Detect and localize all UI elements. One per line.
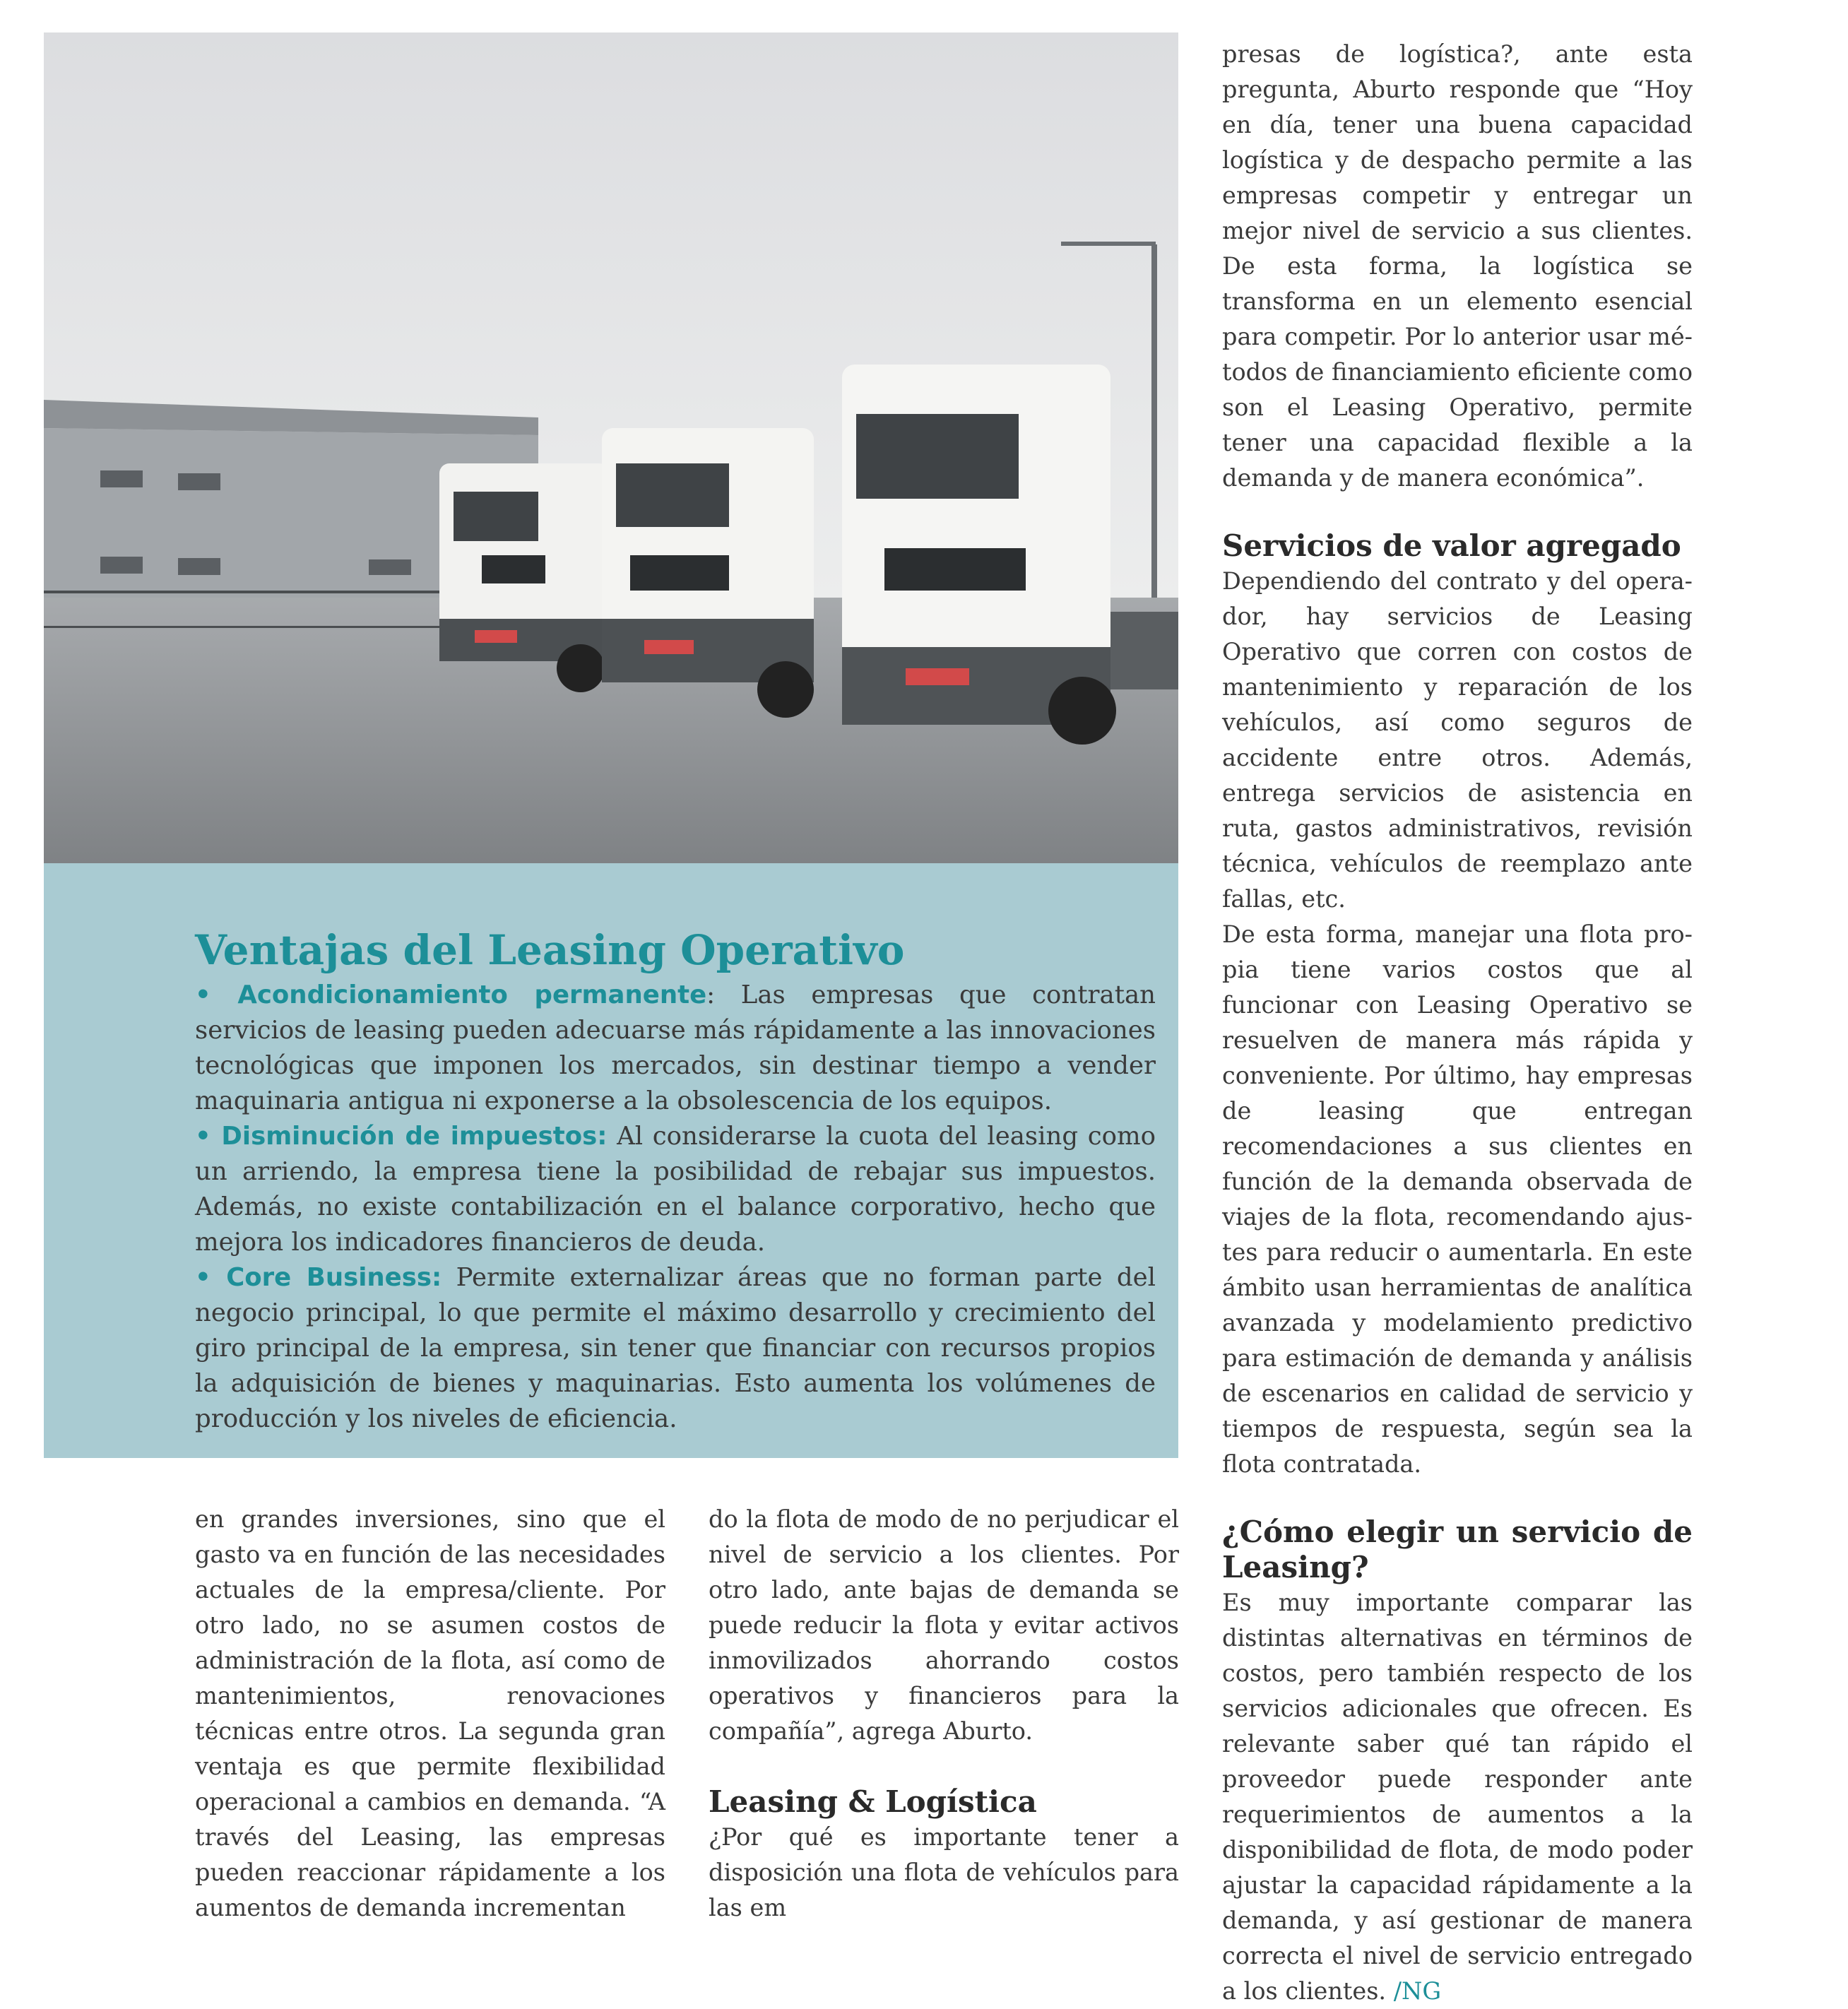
column-c-paragraph-2: Dependiendo del contrato y del operador, hay servicios de Leasing Operativo que corren con costos de mantenimiento y reparación de los vehículos, así como seguros de accidente entre otros. Además, entrega servicios de asistencia en ruta, gastos administrativos, revisión técnica, vehículos de reemplazo ante fallas, etc.: [1222, 567, 1693, 913]
sidebar-content: [195, 925, 1156, 1437]
column-a: [195, 1502, 665, 1926]
sidebar-item-text: Al considerarse la cuota del leasing como un arriendo, la empresa tiene la posibilidad de rebajar sus impuestos. Además, no existe contabilización en el balance corporativo, hecho que mejora los indicadores financieros de deuda.: [195, 1122, 1156, 1257]
trucks-illustration: [44, 32, 1178, 863]
sidebar-item-label: • Core Business:: [195, 1263, 442, 1292]
heading-servicios-valor-agregado: Servicios de valor agregado: [1222, 528, 1681, 563]
column-b: [709, 1502, 1179, 1926]
truck-middle: [602, 428, 814, 718]
column-b-paragraph-2: ¿Por qué es importante tener a disposición una flota de vehículos para las em: [709, 1823, 1179, 1921]
column-b-paragraph: do la flota de modo de no perjudicar el nivel de servicio a los clientes. Por otro lado, ante bajas de demanda se puede reducir la flota y evitar activos inmovilizados ahorrando costos operativos y financieros para la compañía”, agrega Aburto.: [709, 1505, 1179, 1745]
column-c-paragraph-4: [1222, 1585, 1693, 2009]
trucks-photo: [44, 32, 1178, 863]
column-c-paragraph-4-text: Es muy importante comparar las distintas alternativas en términos de costos, pero también respecto de los servicios adicionales que ofrecen. Es relevante saber qué tan rápido el proveedor puede responder ante requerimientos de aumentos a la disponibilidad de flota, de modo poder ajustar la capacidad rápidamente a la demanda, y así gestionar de manera correcta el nivel de servicio entregado a los clientes.: [1222, 1589, 1693, 2005]
truck-left: [439, 463, 609, 692]
column-c: [1222, 37, 1693, 2009]
column-a-paragraph: en grandes inversiones, sino que el gasto va en función de las necesidades actuales de la empresa/cliente. Por otro lado, no se asumen costos de administración de la flota, así como de mantenimientos, renovaciones técnicas entre otros. La segunda gran ventaja es que permite flexibilidad operacional a cambios en demanda. “A través del Leasing, las empresas pueden reaccionar rápidamente a los aumentos de demanda incrementan: [195, 1505, 665, 1921]
sidebar-item-text: Permite externalizar áreas que no forman parte del negocio principal, lo que permite el máximo desarrollo y crecimiento del giro principal de la empresa, sin tener que financiar con recursos propios la adquisición de bienes y maquinarias. Esto aumenta los volúmenes de producción y los niveles de eficiencia.: [195, 1263, 1156, 1433]
sidebar-item-label: • Acondicionamiento permanente: [195, 980, 707, 1009]
author-signature: /NG: [1393, 1977, 1442, 2005]
sidebar-item-label: • Disminución de impuestos:: [195, 1122, 608, 1151]
column-c-paragraph-1: presas de logística?, ante esta pregunta, Aburto responde que “Hoy en día, tener una buena capacidad logística y de despacho permite a las empresas competir y entregar un mejor nivel de servicio a sus clientes. De esta forma, la logística se transforma en un elemento esencial para competir. Por lo anterior usar métodos de financiamiento eficiente como son el Leasing Operativo, permite tener una capacidad flexible a la demanda y de manera económica”.: [1222, 40, 1693, 492]
sidebar-item-impuestos: [195, 1119, 1156, 1260]
sidebar-item-text: : Las empresas que contratan servicios de leasing pueden adecuarse más rápidamente a las innovaciones tecnológicas que imponen los mercados, sin destinar tiempo a vender maquinaria antigua ni exponerse a la obsolescencia de los equipos.: [195, 980, 1156, 1115]
sidebar-title: Ventajas del Leasing Operativo: [195, 926, 905, 974]
column-c-paragraph-3: De esta forma, manejar una flota propia tiene varios costos que al funcionar con Leasing Operativo se resuelven de manera más rápida y conveniente. Por último, hay empresas de leasing que entregan recomendaciones a sus clientes en función de la demanda observada de viajes de la flota, recomendando ajustes para reducir o aumentarla. En este ámbito usan herramientas de analítica avanzada y modelamiento predictivo para estimación de demanda y análisis de escenarios en calidad de servicio y tiempos de respuesta, según sea la flota contratada.: [1222, 920, 1693, 1478]
sidebar-box: [44, 863, 1178, 1458]
sidebar-item-core-business: [195, 1260, 1156, 1437]
sidebar-item-acondicionamiento: [195, 978, 1156, 1119]
heading-como-elegir: ¿Cómo elegir un servicio de Leasing?: [1222, 1515, 1693, 1584]
heading-leasing-logistica: Leasing & Logística: [709, 1784, 1037, 1819]
